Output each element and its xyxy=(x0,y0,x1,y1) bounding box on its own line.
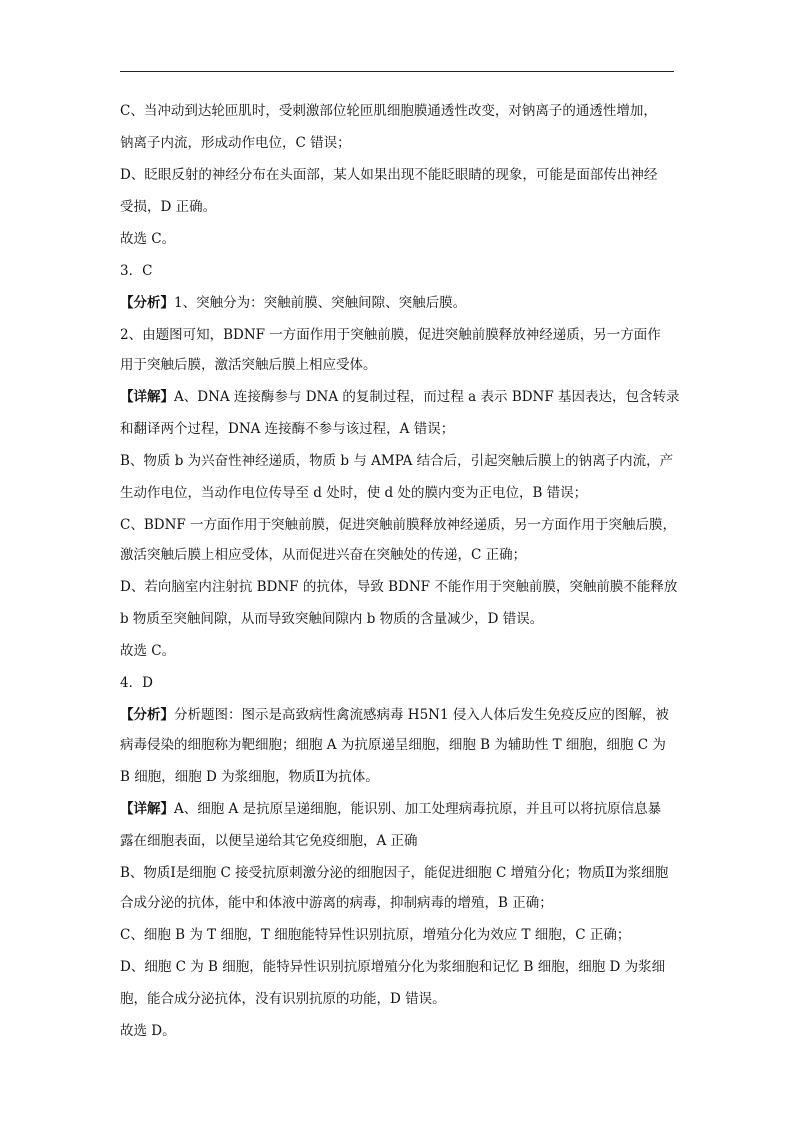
text-line: 2、由题图可知，BDNF 一方面作用于突触前膜，促进突触前膜释放神经递质，另一方面作 xyxy=(120,327,661,343)
text-fragment: 分析题图：图示是高致病性禽流感病毒 H5N1 侵入人体后发生免疫反应的图解，被 xyxy=(174,707,669,723)
text-line: D、细胞 C 为 B 细胞，能特异性识别抗原增殖分化为浆细胞和记忆 B 细胞，细胞 D 为浆细 xyxy=(120,959,666,975)
text-line: 用于突触后膜，激活突触后膜上相应受体。 xyxy=(120,357,377,373)
text-line: b 物质至突触间隙，从而导致突触间隙内 b 物质的含量减少，D 错误。 xyxy=(120,611,544,627)
text-line: 故选 D。 xyxy=(120,1023,176,1039)
question-number: 3．C xyxy=(120,263,153,279)
text-line: B 细胞，细胞 D 为浆细胞，物质Ⅱ为抗体。 xyxy=(120,769,379,785)
detail-tag: 【详解】 xyxy=(120,801,174,817)
text-line: 和翻译两个过程，DNA 连接酶不参与该过程，A 错误； xyxy=(120,421,455,437)
text-line: 合成分泌的抗体，能中和体液中游离的病毒，抑制病毒的增殖，B 正确； xyxy=(120,895,553,911)
text-line: C、细胞 B 为 T 细胞，T 细胞能特异性识别抗原，增殖分化为效应 T 细胞，C 正确； xyxy=(120,927,631,943)
text-line: B、物质 b 为兴奋性神经递质，物质 b 与 AMPA 结合后，引起突触后膜上的钠离子内流，产 xyxy=(120,453,674,469)
text-line: 胞，能合成分泌抗体，没有识别抗原的功能，D 错误。 xyxy=(120,991,446,1007)
text-fragment: A、细胞 A 是抗原呈递细胞，能识别、加工处理病毒抗原，并且可以将抗原信息暴 xyxy=(174,801,662,817)
analysis-line xyxy=(120,294,680,312)
text-line: 故选 C。 xyxy=(120,643,176,659)
text-line: 故选 C。 xyxy=(120,231,176,247)
text-line: 钠离子内流，形成动作电位，C 错误； xyxy=(120,135,351,151)
text-fragment: A、DNA 连接酶参与 DNA 的复制过程，而过程 a 表示 BDNF 基因表达，包含转录 xyxy=(174,389,680,405)
detail-line xyxy=(120,388,680,406)
question-number: 4．D xyxy=(120,675,153,691)
text-line: 露在细胞表面，以便呈递给其它免疫细胞，A 正确 xyxy=(120,833,418,849)
analysis-tag: 【分析】 xyxy=(120,707,174,723)
text-line: B、物质Ⅰ是细胞 C 接受抗原刺激分泌的细胞因子，能促进细胞 C 增殖分化；物质Ⅱ为浆细胞 xyxy=(120,865,669,881)
detail-tag: 【详解】 xyxy=(120,389,174,405)
text-line: 激活突触后膜上相应受体，从而促进兴奋在突触处的传递，C 正确； xyxy=(120,547,527,563)
text-line: 受损，D 正确。 xyxy=(120,199,217,215)
analysis-tag: 【分析】 xyxy=(120,295,174,311)
text-line: C、当冲动到达轮匝肌时，受刺激部位轮匝肌细胞膜通透性改变，对钠离子的通透性增加， xyxy=(120,103,657,119)
analysis-line xyxy=(120,706,680,724)
text-line: 生动作电位，当动作电位传导至 d 处时，使 d 处的膜内变为正电位，B 错误； xyxy=(120,485,588,501)
detail-line xyxy=(120,800,680,818)
text-line: D、若向脑室内注射抗 BDNF 的抗体，导致 BDNF 不能作用于突触前膜，突触前膜不能释放 xyxy=(120,579,678,595)
text-line: 病毒侵染的细胞称为靶细胞；细胞 A 为抗原递呈细胞，细胞 B 为辅助性 T 细胞，细胞 C 为 xyxy=(120,737,666,753)
text-line: D、眨眼反射的神经分布在头面部，某人如果出现不能眨眼睛的现象，可能是面部传出神经 xyxy=(120,167,658,183)
text-line: C、BDNF 一方面作用于突触前膜，促进突触前膜释放神经递质，另一方面作用于突触后膜， xyxy=(120,517,677,533)
header-rule xyxy=(120,71,674,72)
text-fragment: 1、突触分为：突触前膜、突触间隙、突触后膜。 xyxy=(174,295,467,311)
